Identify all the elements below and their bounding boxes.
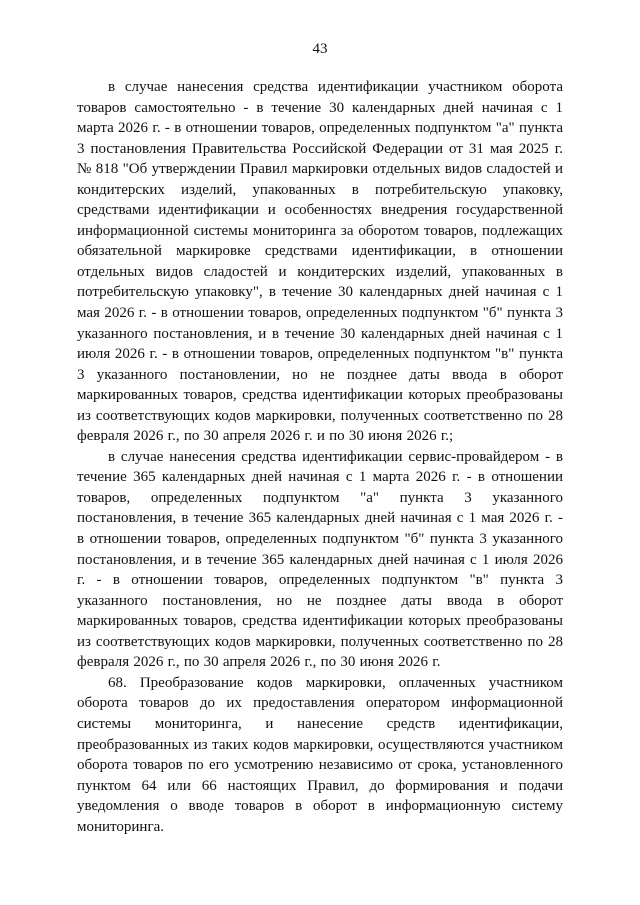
page-number: 43 — [312, 41, 328, 57]
paragraph-service-provider: в случае нанесения средства идентификации сервис-провайдером - в течение 365 календарных дней начиная с 1 марта 2026 г. - в отношении товаров, определенных подпунктом "а" пункта 3 указанного постановления, в течение 365 календарных дней начиная с 1 мая 2026 г. - в отношении товаров, определенных подпунктом "б" пункта 3 указанного постановления, и в течение 365 календарных дней начиная с 1 июля 2026 г. - в отношении товаров, определенных подпунктом "в" пункта 3 указанного постановления, но не позднее даты ввода в оборот маркированных товаров, средства идентификации которых преобразованы из соответствующих кодов маркировки, полученных соответственно по 28 февраля 2026 г., по 30 апреля 2026 г., по 30 июня 2026 г. — [77, 448, 563, 671]
paragraph-self-application: в случае нанесения средства идентификации участником оборота товаров самостоятельно - в течение 30 календарных дней начиная с 1 марта 2026 г. - в отношении товаров, определенных подпунктом "а" пункта 3 постановления Правительства Российской Федерации от 31 мая 2025 г. № 818 "Об утверждении Правил маркировки отдельных видов сладостей и кондитерских изделий, упакованных в потребительскую упаковку, средствами идентификации и особенностях внедрения государственной информационной системы мониторинга за оборотом товаров, подлежащих обязательной маркировке средствами идентификации, в отношении отдельных видов сладостей и кондитерских изделий, упакованных в потребительскую упаковку", в течение 30 календарных дней начиная с 1 мая 2026 г. - в отношении товаров, определенных подпунктом "б" пункта 3 указанного постановления, и в течение 30 календарных дней начиная с 1 июля 2026 г. - в отношении товаров, определенных подпунктом "в" пункта 3 указанного постановлении, но не позднее даты ввода в оборот маркированных товаров, средства идентификации которых преобразованы из соответствующих кодов маркировки, полученных соответственно по 28 февраля 2026 г., по 30 апреля 2026 г. и по 30 июня 2026 г.; — [77, 79, 563, 445]
body-text — [77, 77, 563, 837]
paragraph-68: 68. Преобразование кодов маркировки, оплаченных участником оборота товаров до их предоставления оператором информационной системы мониторинга, и нанесение средств идентификации, преобразованных из таких кодов маркировки, осуществляются участником оборота товаров по его усмотрению независимо от срока, установленного пунктом 64 или 66 настоящих Правил, до формирования и подачи уведомления о вводе товаров в оборот в информационную систему мониторинга. — [77, 674, 563, 835]
